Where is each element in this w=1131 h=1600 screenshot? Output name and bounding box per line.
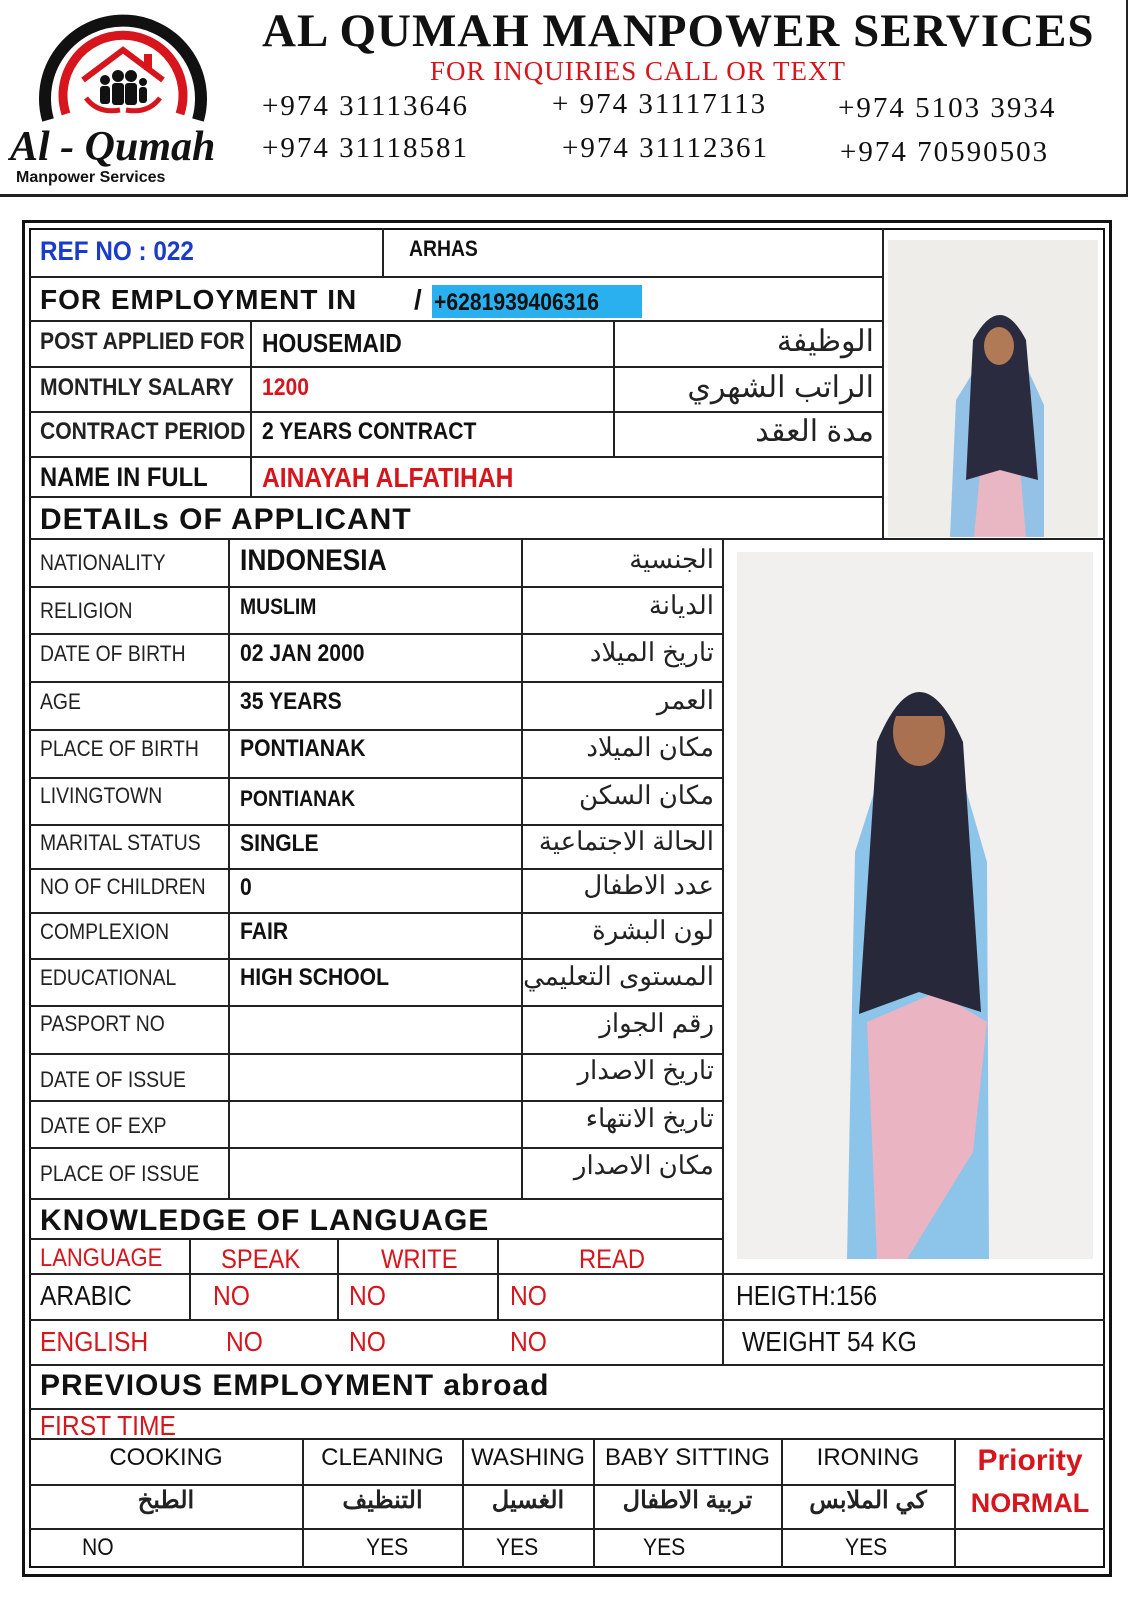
skill-ironing-label: IRONING	[816, 1444, 920, 1471]
previous-employment-value: FIRST TIME	[40, 1410, 177, 1441]
skill-ironing-value: YES	[845, 1534, 888, 1561]
skill-cleaning-value: YES	[366, 1534, 409, 1561]
dob-arabic: تاريخ الميلاد	[589, 637, 714, 667]
complexion-value: FAIR	[240, 918, 289, 945]
language-arabic-read: NO	[510, 1280, 547, 1311]
priority-value: NORMAL	[970, 1488, 1090, 1518]
phone-3: +974 5103 3934	[838, 92, 1057, 124]
phone-4: +974 31118581	[262, 132, 469, 164]
company-name: AL QUMAH MANPOWER SERVICES	[262, 5, 1095, 57]
contract-label: CONTRACT PERIOD	[40, 418, 246, 445]
language-header-read: READ	[579, 1244, 646, 1274]
marital-status-label: MARITAL STATUS	[40, 830, 201, 855]
language-english-name: ENGLISH	[40, 1326, 149, 1357]
livingtown-value: PONTIANAK	[240, 786, 356, 811]
inquiry-line: FOR INQUIRIES CALL OR TEXT	[430, 56, 846, 86]
applicant-photo-small	[888, 240, 1098, 537]
marital-status-value: SINGLE	[240, 830, 319, 857]
children-value: 0	[240, 874, 252, 901]
complexion-arabic: لون البشرة	[592, 915, 714, 945]
employment-label: FOR EMPLOYMENT IN	[40, 284, 358, 315]
dob-value: 02 JAN 2000	[240, 640, 365, 667]
contract-arabic: مدة العقد	[755, 415, 874, 448]
salary-arabic: الراتب الشهري	[687, 371, 874, 404]
children-label: NO OF CHILDREN	[40, 874, 206, 899]
place-of-birth-arabic: مكان الميلاد	[586, 732, 714, 762]
post-applied-arabic: الوظيفة	[776, 325, 874, 358]
logo-subtitle: Manpower Services	[16, 169, 166, 186]
ref-number: REF NO : 022	[40, 236, 194, 266]
marital-status-arabic: الحالة الاجتماعية	[538, 826, 714, 856]
language-arabic-write: NO	[349, 1280, 386, 1311]
passport-no-arabic: رقم الجواز	[599, 1008, 714, 1038]
weight-value: WEIGHT 54 KG	[742, 1326, 917, 1357]
education-label: EDUCATIONAL	[40, 965, 177, 990]
skill-ironing-arabic: كي الملابس	[809, 1487, 927, 1514]
place-of-issue-arabic: مكان الاصدار	[573, 1150, 714, 1180]
employment-separator: /	[414, 284, 423, 315]
salary-label: MONTHLY SALARY	[40, 374, 235, 401]
skill-cooking-label: COOKING	[109, 1444, 223, 1471]
religion-arabic: الديانة	[648, 590, 714, 620]
date-of-exp-arabic: تاريخ الانتهاء	[585, 1103, 714, 1133]
applicant-photo-full	[737, 552, 1093, 1259]
dob-label: DATE OF BIRTH	[40, 641, 186, 666]
language-title: KNOWLEDGE OF LANGUAGE	[40, 1204, 490, 1237]
skill-cooking-arabic: الطبخ	[137, 1487, 195, 1514]
height-value: HEIGTH:156	[736, 1280, 878, 1311]
passport-no-label: PASPORT NO	[40, 1011, 165, 1036]
religion-label: RELIGION	[40, 598, 133, 623]
post-applied-label: POST APPLIED FOR	[40, 328, 245, 355]
employment-phone: +6281939406316	[434, 289, 600, 316]
language-header-speak: SPEAK	[221, 1244, 301, 1274]
salary-value: 1200	[262, 374, 309, 401]
date-of-issue-arabic: تاريخ الاصدار	[577, 1055, 714, 1085]
language-header-language: LANGUAGE	[40, 1244, 163, 1272]
skill-cleaning-label: CLEANING	[321, 1444, 444, 1471]
name-value: AINAYAH ALFATIHAH	[262, 462, 514, 493]
complexion-label: COMPLEXION	[40, 919, 170, 944]
language-english-read: NO	[510, 1326, 547, 1357]
priority-label: Priority	[977, 1444, 1083, 1477]
house-family-logo-icon	[8, 10, 238, 190]
previous-employment-title: PREVIOUS EMPLOYMENT abroad	[40, 1369, 550, 1402]
nationality-arabic: الجنسية	[629, 544, 714, 574]
name-label: NAME IN FULL	[40, 462, 208, 492]
language-english-write: NO	[349, 1326, 386, 1357]
language-arabic-speak: NO	[213, 1280, 250, 1311]
age-label: AGE	[40, 689, 81, 714]
place-of-birth-label: PLACE OF BIRTH	[40, 736, 199, 761]
skill-cleaning-arabic: التنظيف	[342, 1487, 423, 1514]
details-title: DETAILs OF APPLICANT	[40, 503, 412, 536]
phone-5: +974 31112361	[562, 132, 769, 164]
place-of-birth-value: PONTIANAK	[240, 735, 366, 762]
nationality-label: NATIONALITY	[40, 550, 166, 575]
nationality-value: INDONESIA	[240, 544, 387, 577]
language-english-speak: NO	[226, 1326, 263, 1357]
livingtown-label: LIVINGTOWN	[40, 783, 163, 808]
skill-washing-value: YES	[496, 1534, 539, 1561]
skill-baby-sitting-value: YES	[643, 1534, 686, 1561]
skill-washing-label: WASHING	[471, 1444, 585, 1471]
age-arabic: العمر	[656, 685, 714, 715]
education-arabic: المستوى التعليمي	[523, 961, 714, 991]
religion-value: MUSLIM	[240, 594, 317, 619]
phone-2: + 974 31117113	[552, 88, 768, 120]
agent-name: ARHAS	[409, 236, 478, 261]
livingtown-arabic: مكان السكن	[578, 780, 714, 810]
skill-baby-sitting-arabic: تربية الاطفال	[622, 1487, 753, 1514]
children-arabic: عدد الاطفال	[583, 870, 714, 900]
phone-6: +974 70590503	[840, 136, 1050, 168]
education-value: HIGH SCHOOL	[240, 964, 390, 991]
date-of-issue-label: DATE OF ISSUE	[40, 1067, 186, 1092]
age-value: 35 YEARS	[240, 688, 342, 715]
logo-script-text: Al - Qumah	[10, 124, 216, 170]
place-of-issue-label: PLACE OF ISSUE	[40, 1161, 200, 1186]
post-applied-value: HOUSEMAID	[262, 328, 402, 358]
skill-washing-arabic: الغسيل	[491, 1487, 565, 1514]
contract-value: 2 YEARS CONTRACT	[262, 418, 477, 445]
date-of-exp-label: DATE OF EXP	[40, 1113, 167, 1138]
skill-baby-sitting-label: BABY SITTING	[605, 1444, 770, 1471]
phone-1: +974 31113646	[262, 90, 469, 122]
skill-cooking-value: NO	[82, 1534, 114, 1561]
language-arabic-name: ARABIC	[40, 1280, 132, 1311]
company-logo	[8, 10, 238, 190]
language-header-write: WRITE	[381, 1244, 458, 1274]
